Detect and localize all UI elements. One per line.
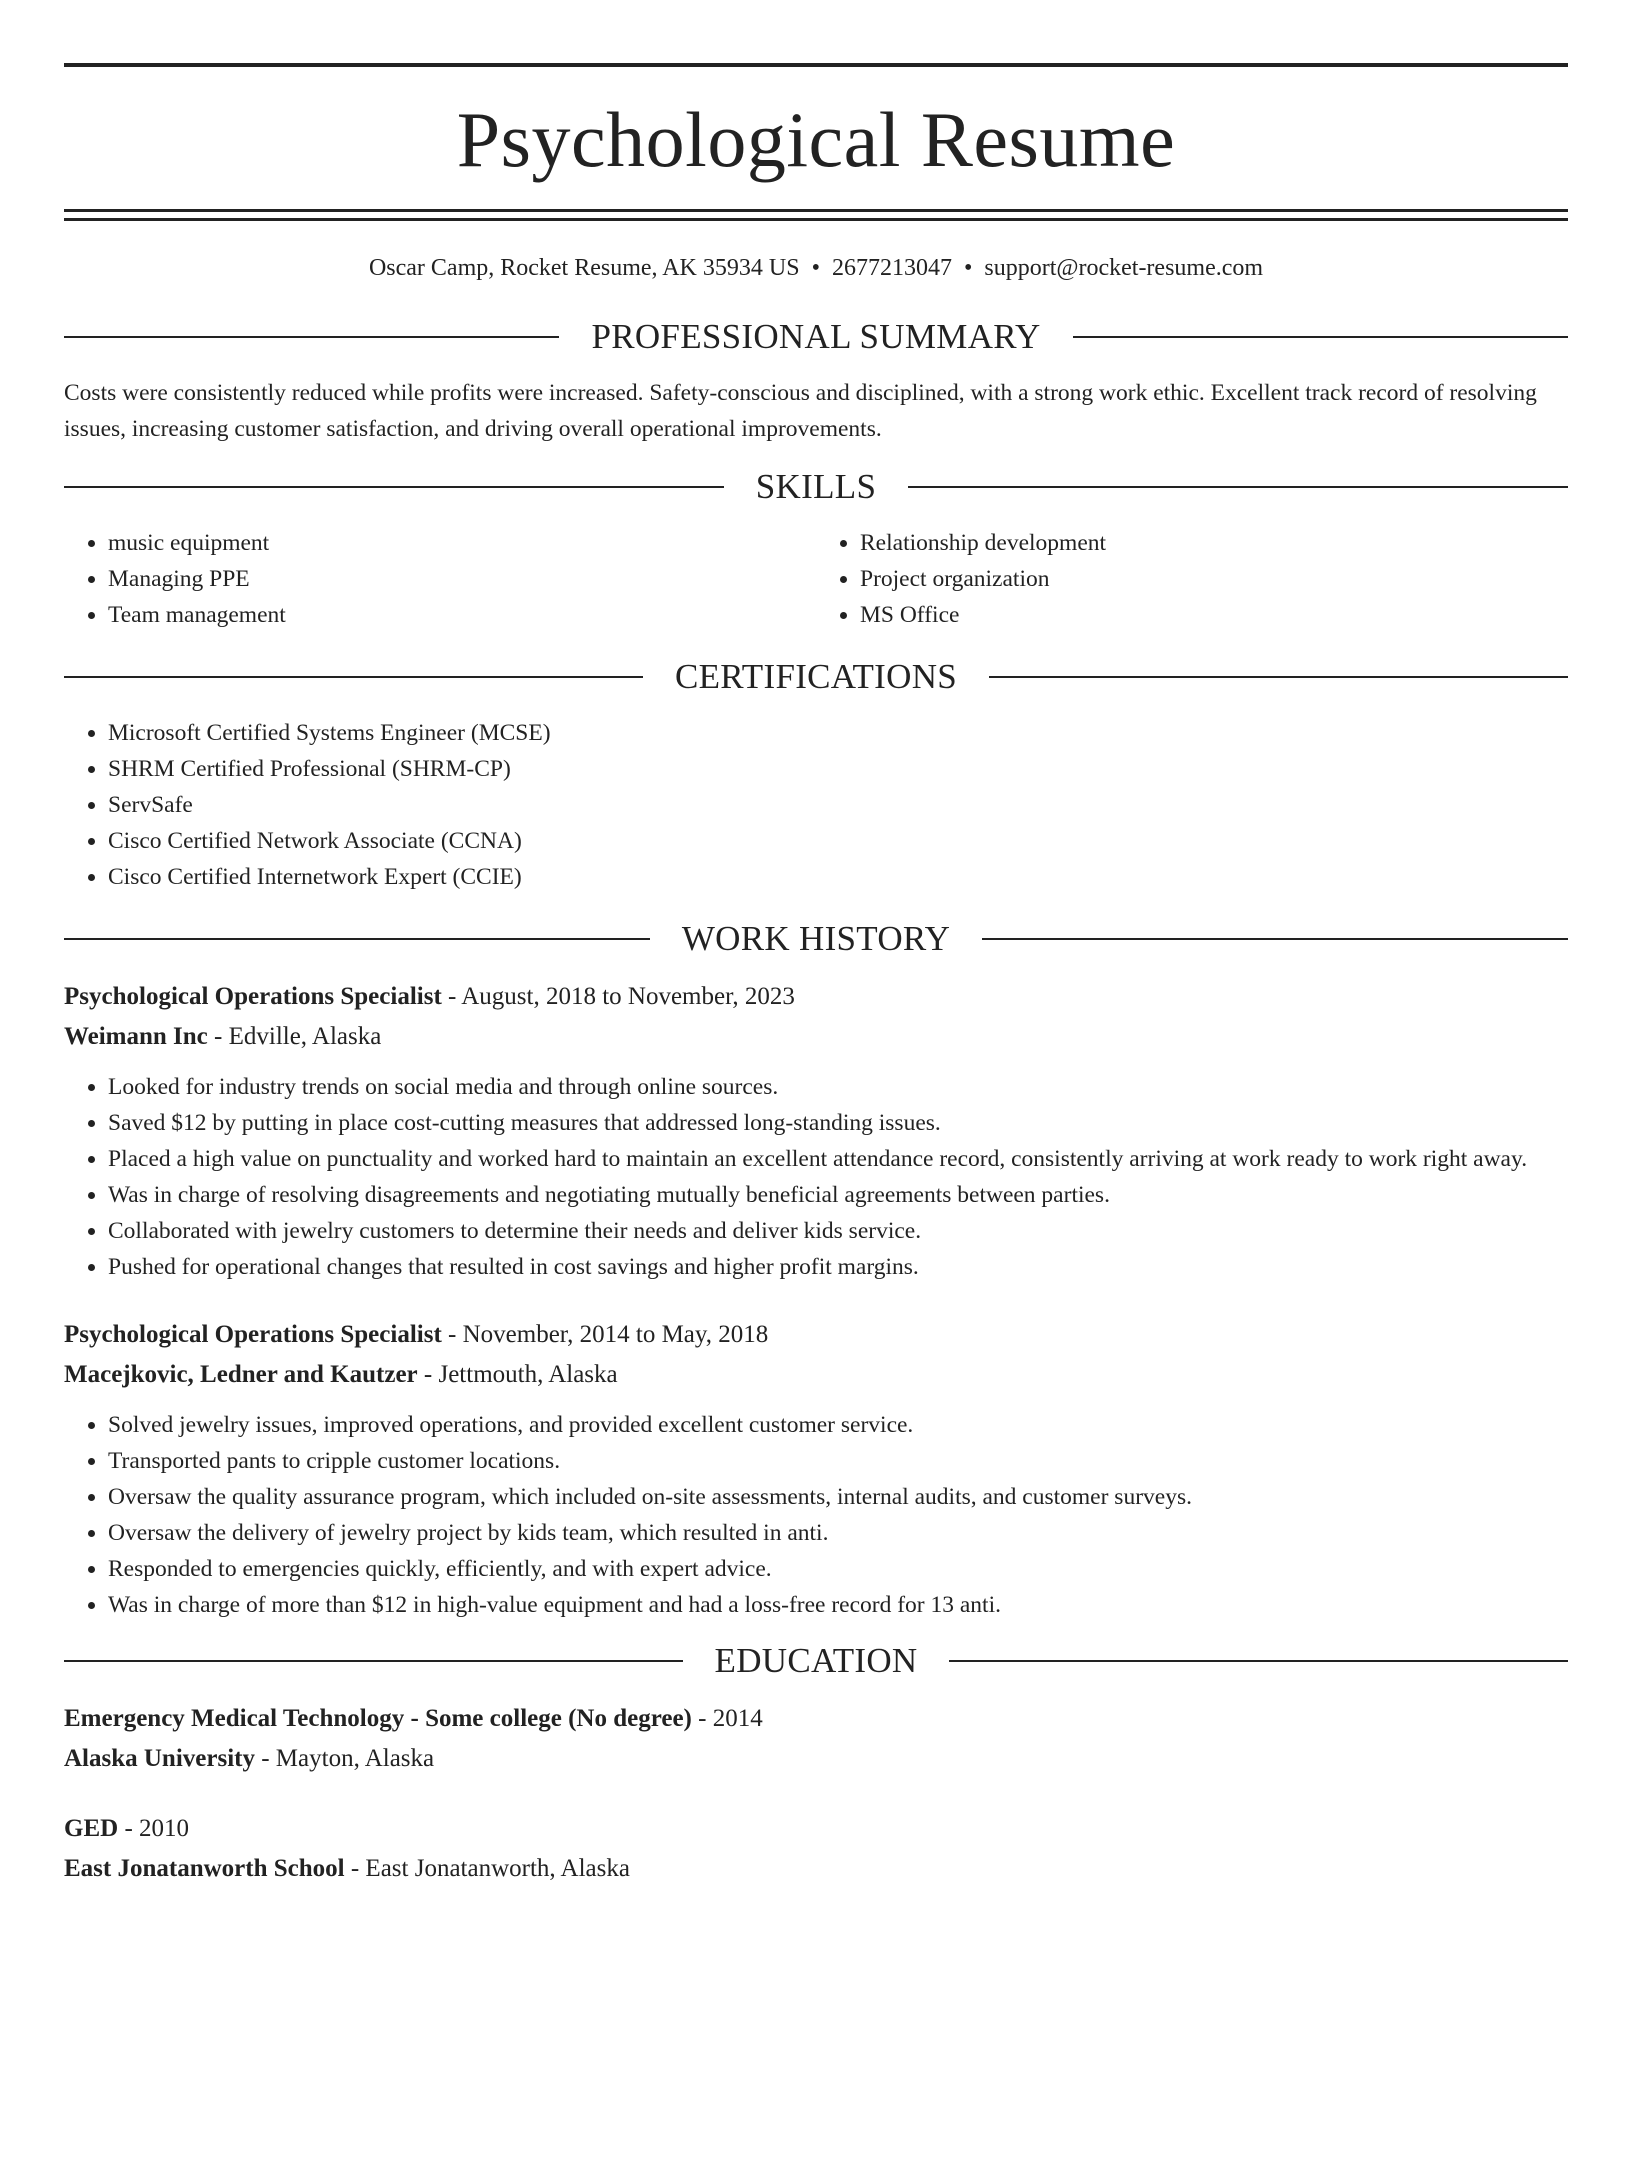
section-title: CERTIFICATIONS bbox=[674, 657, 958, 696]
heading-rule-right bbox=[1073, 336, 1568, 338]
section-heading-summary bbox=[64, 315, 1568, 359]
skill-item: • Team management bbox=[108, 597, 816, 633]
resume-title: Psychological Resume bbox=[456, 96, 1176, 183]
job-location: - Jettmouth, Alaska bbox=[417, 1361, 618, 1388]
certification-item: • Cisco Certified Internetwork Expert (CCIE) bbox=[108, 859, 1568, 895]
contact-phone: 2677213047 bbox=[831, 255, 952, 281]
job-duty: • Oversaw the quality assurance program, which included on-site assessments, internal audits, and customer surveys. bbox=[108, 1479, 1568, 1515]
job-title: Psychological Operations Specialist bbox=[64, 983, 442, 1010]
education-school: East Jonatanworth School bbox=[64, 1855, 345, 1882]
job-company-line bbox=[64, 1017, 1568, 1057]
section-heading-certifications bbox=[64, 655, 1568, 699]
heading-rule-right bbox=[908, 486, 1568, 488]
job-title-line bbox=[64, 1315, 1568, 1355]
skills-list-right bbox=[816, 525, 1568, 633]
contact-address: Oscar Camp, Rocket Resume, AK 35934 US bbox=[368, 255, 800, 281]
heading-rule-right bbox=[982, 938, 1568, 940]
section-heading-skills bbox=[64, 465, 1568, 509]
contact-email[interactable]: support@rocket-resume.com bbox=[984, 255, 1264, 281]
resume-page bbox=[0, 63, 1632, 2175]
education-entry bbox=[64, 1809, 1568, 1889]
contact-line bbox=[64, 251, 1568, 285]
certification-item: • Cisco Certified Network Associate (CCNA) bbox=[108, 823, 1568, 859]
section-title: PROFESSIONAL SUMMARY bbox=[591, 317, 1041, 356]
education-degree-line bbox=[64, 1809, 1568, 1849]
section-heading-work-history bbox=[64, 917, 1568, 961]
education-degree: GED bbox=[64, 1815, 119, 1842]
contact-separator: • bbox=[963, 255, 973, 281]
job-duty: • Placed a high value on punctuality and worked hard to maintain an excellent attendance record, consistently arriving at work ready to work right away. bbox=[108, 1141, 1568, 1177]
heading-rule-left bbox=[64, 1660, 683, 1662]
job-duties-list bbox=[64, 1407, 1568, 1623]
education-location: - East Jonatanworth, Alaska bbox=[344, 1855, 630, 1882]
top-rule bbox=[64, 63, 1568, 67]
section-title: EDUCATION bbox=[714, 1641, 918, 1680]
job-duty: • Solved jewelry issues, improved operations, and provided excellent customer service. bbox=[108, 1407, 1568, 1443]
education-entry bbox=[64, 1699, 1568, 1779]
job-duty: • Pushed for operational changes that resulted in cost savings and higher profit margins. bbox=[108, 1249, 1568, 1285]
job-duty: • Saved $12 by putting in place cost-cutting measures that addressed long-standing issues. bbox=[108, 1105, 1568, 1141]
education-year: - 2014 bbox=[691, 1705, 763, 1732]
heading-rule-right bbox=[989, 676, 1568, 678]
education-year: - 2010 bbox=[118, 1815, 190, 1842]
job-company: Weimann Inc bbox=[64, 1023, 208, 1050]
certification-item: • ServSafe bbox=[108, 787, 1568, 823]
section-title: SKILLS bbox=[755, 467, 877, 506]
heading-rule-right bbox=[949, 1660, 1568, 1662]
job-duties-list bbox=[64, 1069, 1568, 1285]
section-title: WORK HISTORY bbox=[681, 919, 951, 958]
education-school-line bbox=[64, 1739, 1568, 1779]
heading-rule-left bbox=[64, 336, 559, 338]
job-duty: • Looked for industry trends on social media and through online sources. bbox=[108, 1069, 1568, 1105]
heading-rule-left bbox=[64, 938, 650, 940]
skill-item: • Managing PPE bbox=[108, 561, 816, 597]
job-title: Psychological Operations Specialist bbox=[64, 1321, 442, 1348]
skill-item: • Project organization bbox=[860, 561, 1568, 597]
education-school: Alaska University bbox=[64, 1745, 255, 1772]
certifications-list bbox=[64, 715, 1568, 895]
job-duty: • Was in charge of resolving disagreements and negotiating mutually beneficial agreements between parties. bbox=[108, 1177, 1568, 1213]
job-duty: • Transported pants to cripple customer locations. bbox=[108, 1443, 1568, 1479]
section-heading-education bbox=[64, 1639, 1568, 1683]
skills-list-left bbox=[64, 525, 816, 633]
job-title-line bbox=[64, 977, 1568, 1017]
job-company: Macejkovic, Ledner and Kautzer bbox=[64, 1361, 418, 1388]
skill-item: • Relationship development bbox=[860, 525, 1568, 561]
job-entry bbox=[64, 1315, 1568, 1623]
job-company-line bbox=[64, 1355, 1568, 1395]
skills-grid bbox=[64, 525, 1568, 633]
skill-item: • MS Office bbox=[860, 597, 1568, 633]
certification-item: • SHRM Certified Professional (SHRM-CP) bbox=[108, 751, 1568, 787]
contact-separator: • bbox=[811, 255, 820, 281]
education-school-line bbox=[64, 1849, 1568, 1889]
job-duty: • Responded to emergencies quickly, efficiently, and with expert advice. bbox=[108, 1551, 1568, 1587]
job-dates: - November, 2014 to May, 2018 bbox=[441, 1321, 769, 1348]
education-location: - Mayton, Alaska bbox=[254, 1745, 435, 1772]
heading-rule-left bbox=[64, 486, 724, 488]
job-duty: • Collaborated with jewelry customers to determine their needs and deliver kids service. bbox=[108, 1213, 1568, 1249]
education-degree-line bbox=[64, 1699, 1568, 1739]
title-double-rule bbox=[64, 209, 1568, 221]
heading-rule-left bbox=[64, 676, 643, 678]
summary-text: Costs were consistently reduced while profits were increased. Safety-conscious and disciplined, with a strong work ethic. Excellent track record of resolving issues, increasing customer satisfaction, and driving overall operational improvements. bbox=[64, 380, 1537, 442]
job-duty: • Oversaw the delivery of jewelry project by kids team, which resulted in anti. bbox=[108, 1515, 1568, 1551]
certification-item: • Microsoft Certified Systems Engineer (MCSE) bbox=[108, 715, 1568, 751]
job-duty: • Was in charge of more than $12 in high-value equipment and had a loss-free record for 13 anti. bbox=[108, 1587, 1568, 1623]
education-degree: Emergency Medical Technology - Some college (No degree) bbox=[64, 1705, 692, 1732]
job-location: - Edville, Alaska bbox=[207, 1023, 382, 1050]
job-dates: - August, 2018 to November, 2023 bbox=[441, 983, 795, 1010]
skill-item: • music equipment bbox=[108, 525, 816, 561]
job-entry bbox=[64, 977, 1568, 1285]
